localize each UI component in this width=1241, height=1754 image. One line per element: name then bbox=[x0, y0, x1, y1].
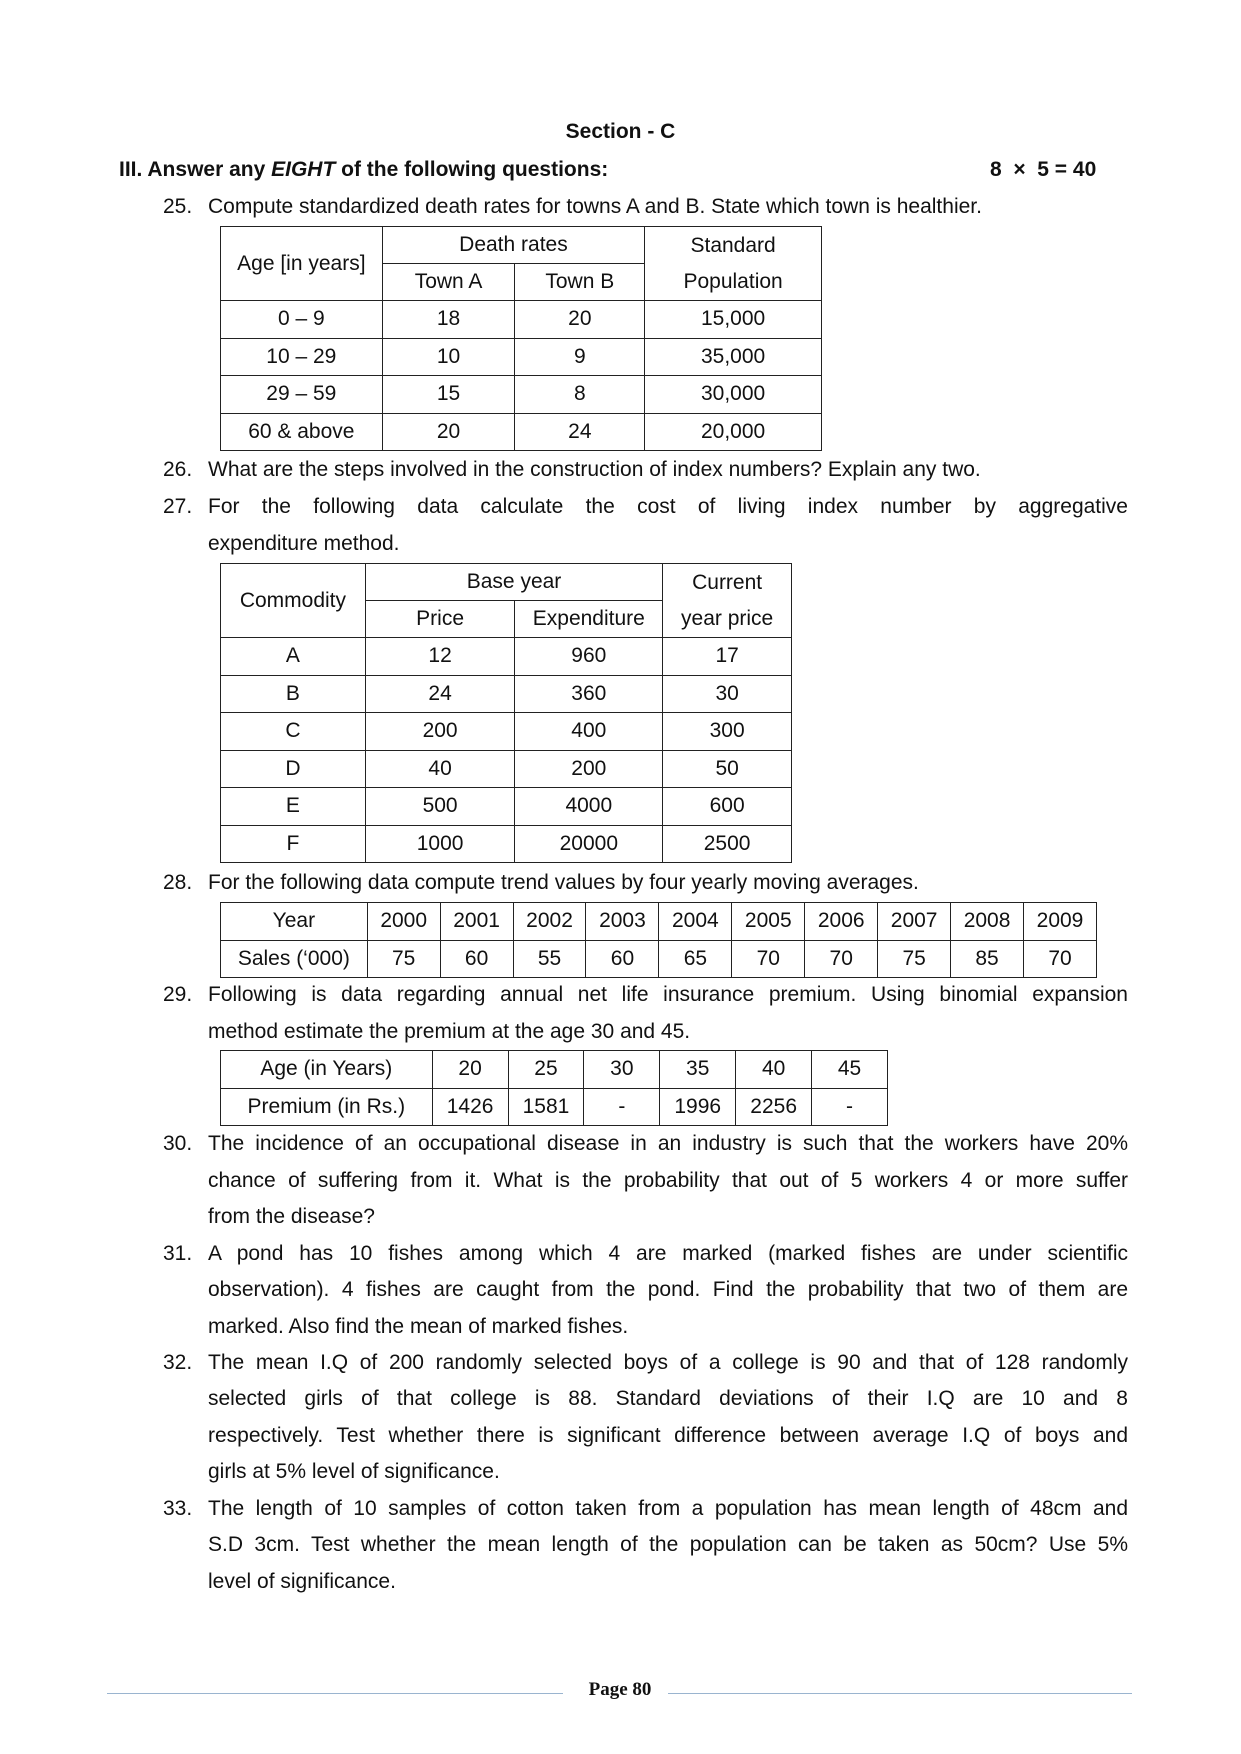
table-cell: 2004 bbox=[659, 903, 732, 941]
table-cell: 24 bbox=[515, 413, 645, 451]
table-cell: A bbox=[221, 638, 366, 676]
table-cell: 40 bbox=[736, 1051, 812, 1089]
question-text-line-1: Following is data regarding annual net life insurance premium. Using binomial expansion bbox=[208, 983, 1128, 1006]
table-cell: 2008 bbox=[951, 903, 1024, 941]
question-text-line-2: S.D 3cm. Test whether the mean length of the population can be taken as 50cm? Use 5% bbox=[208, 1533, 1128, 1556]
sales-table bbox=[220, 902, 1097, 978]
question-text-line-2: selected girls of that college is 88. Standard deviations of their I.Q are 10 and 8 bbox=[208, 1387, 1128, 1410]
table-cell: 24 bbox=[365, 675, 515, 713]
question-number: 25. bbox=[163, 195, 193, 218]
question-text-line-1: The mean I.Q of 200 randomly selected boys of a college is 90 and that of 128 randomly bbox=[208, 1351, 1128, 1374]
premium-table bbox=[220, 1050, 888, 1126]
header-commodity: Commodity bbox=[221, 564, 366, 638]
table-cell: 40 bbox=[365, 750, 515, 788]
question-number: 30. bbox=[163, 1132, 193, 1155]
question-number: 33. bbox=[163, 1497, 193, 1520]
question-number: 27. bbox=[163, 495, 193, 518]
table-cell: 1426 bbox=[432, 1088, 508, 1126]
table-cell: 2007 bbox=[878, 903, 951, 941]
death-rates-table bbox=[220, 226, 822, 451]
question-number: 32. bbox=[163, 1351, 193, 1374]
footer-rule-left bbox=[107, 1693, 563, 1694]
table-cell: 200 bbox=[365, 713, 515, 751]
question-text-line-3: marked. Also find the mean of marked fishes. bbox=[208, 1315, 629, 1338]
table-row bbox=[221, 713, 792, 751]
header-age: Age (in Years) bbox=[221, 1051, 433, 1089]
table-row bbox=[221, 376, 822, 414]
table-cell: 300 bbox=[663, 713, 792, 751]
table-cell: 360 bbox=[515, 675, 663, 713]
question-text: What are the steps involved in the construction of index numbers? Explain any two. bbox=[208, 458, 981, 481]
table-cell: B bbox=[221, 675, 366, 713]
table-cell: - bbox=[812, 1088, 888, 1126]
table-cell: 600 bbox=[663, 788, 792, 826]
table-cell: 29 – 59 bbox=[221, 376, 383, 414]
table-row bbox=[221, 1051, 888, 1089]
table-cell: 60 bbox=[586, 940, 659, 978]
table-cell: 10 – 29 bbox=[221, 338, 383, 376]
table-row bbox=[221, 788, 792, 826]
question-text-line-3: level of significance. bbox=[208, 1570, 396, 1593]
question-text-line-1: The incidence of an occupational disease in an industry is such that the workers have 20% bbox=[208, 1132, 1128, 1155]
table-cell: 65 bbox=[659, 940, 732, 978]
table-cell: 10 bbox=[382, 338, 515, 376]
question-number: 31. bbox=[163, 1242, 193, 1265]
table-cell: 70 bbox=[1024, 940, 1097, 978]
table-cell: 35,000 bbox=[645, 338, 822, 376]
question-text-line-4: girls at 5% level of significance. bbox=[208, 1460, 500, 1483]
question-text-line-2: method estimate the premium at the age 30 and 45. bbox=[208, 1020, 691, 1043]
table-cell: 1996 bbox=[660, 1088, 736, 1126]
header-base-year: Base year bbox=[365, 564, 662, 601]
question-number: 28. bbox=[163, 871, 193, 894]
table-cell: 20 bbox=[382, 413, 515, 451]
table-cell: 20 bbox=[432, 1051, 508, 1089]
table-cell: 15,000 bbox=[645, 301, 822, 339]
table-cell: 70 bbox=[732, 940, 805, 978]
question-text-line-3: respectively. Test whether there is significant difference between average I.Q of boys and bbox=[208, 1424, 1128, 1447]
table-row bbox=[221, 903, 1097, 941]
table-cell: 45 bbox=[812, 1051, 888, 1089]
table-row bbox=[221, 338, 822, 376]
table-cell: 12 bbox=[365, 638, 515, 676]
table-cell: 55 bbox=[513, 940, 586, 978]
table-row bbox=[221, 825, 792, 863]
footer-rule-right bbox=[668, 1693, 1132, 1694]
header-age: Age [in years] bbox=[221, 227, 383, 301]
table-cell: 70 bbox=[805, 940, 878, 978]
table-cell: 1000 bbox=[365, 825, 515, 863]
table-cell: F bbox=[221, 825, 366, 863]
table-cell: 960 bbox=[515, 638, 663, 676]
header-sales: Sales (‘000) bbox=[221, 940, 368, 978]
table-cell: 2005 bbox=[732, 903, 805, 941]
table-row bbox=[221, 301, 822, 339]
instruction-prefix: III. Answer any bbox=[119, 158, 272, 181]
table-cell: 75 bbox=[878, 940, 951, 978]
table-cell: 30,000 bbox=[645, 376, 822, 414]
table-cell: 15 bbox=[382, 376, 515, 414]
table-cell: 200 bbox=[515, 750, 663, 788]
header-year: Year bbox=[221, 903, 368, 941]
table-cell: 20,000 bbox=[645, 413, 822, 451]
instruction-emphasis: EIGHT bbox=[271, 158, 336, 181]
header-town-a: Town A bbox=[382, 264, 515, 301]
table-cell: 2002 bbox=[513, 903, 586, 941]
table-cell: 2006 bbox=[805, 903, 878, 941]
table-cell: 1581 bbox=[508, 1088, 584, 1126]
table-cell: E bbox=[221, 788, 366, 826]
table-row bbox=[221, 940, 1097, 978]
table-cell: 25 bbox=[508, 1051, 584, 1089]
table-cell: 2001 bbox=[440, 903, 513, 941]
table-cell: 30 bbox=[663, 675, 792, 713]
table-cell: 2009 bbox=[1024, 903, 1097, 941]
table-cell: 35 bbox=[660, 1051, 736, 1089]
header-price: Price bbox=[365, 601, 515, 638]
header-expenditure: Expenditure bbox=[515, 601, 663, 638]
table-cell: 2000 bbox=[367, 903, 440, 941]
table-cell: 60 & above bbox=[221, 413, 383, 451]
table-cell: 20000 bbox=[515, 825, 663, 863]
question-text-line-1: A pond has 10 fishes among which 4 are marked (marked fishes are under scientific bbox=[208, 1242, 1128, 1265]
question-text-line-3: from the disease? bbox=[208, 1205, 375, 1228]
cost-of-living-table bbox=[220, 563, 792, 863]
question-number: 26. bbox=[163, 458, 193, 481]
table-cell: 8 bbox=[515, 376, 645, 414]
table-cell: 4000 bbox=[515, 788, 663, 826]
instruction-suffix: of the following questions: bbox=[335, 158, 609, 181]
table-cell: C bbox=[221, 713, 366, 751]
question-text-line-1: The length of 10 samples of cotton taken from a population has mean length of 48cm and bbox=[208, 1497, 1128, 1520]
table-cell: 85 bbox=[951, 940, 1024, 978]
table-row bbox=[221, 1088, 888, 1126]
question-number: 29. bbox=[163, 983, 193, 1006]
table-row bbox=[221, 675, 792, 713]
table-cell: 17 bbox=[663, 638, 792, 676]
table-row bbox=[221, 638, 792, 676]
marks-total: 8 × 5 = 40 bbox=[990, 158, 1097, 181]
table-cell: 30 bbox=[584, 1051, 660, 1089]
question-text-line-2: chance of suffering from it. What is the probability that out of 5 workers 4 or more suffer bbox=[208, 1169, 1128, 1192]
table-cell: 60 bbox=[440, 940, 513, 978]
table-cell: 400 bbox=[515, 713, 663, 751]
table-cell: 9 bbox=[515, 338, 645, 376]
table-row bbox=[221, 750, 792, 788]
page-number: Page 80 bbox=[588, 1679, 652, 1700]
header-town-b: Town B bbox=[515, 264, 645, 301]
header-current-year-price: Current year price bbox=[663, 564, 792, 638]
table-cell: 20 bbox=[515, 301, 645, 339]
table-row bbox=[221, 413, 822, 451]
header-premium: Premium (in Rs.) bbox=[221, 1088, 433, 1126]
table-cell: 2256 bbox=[736, 1088, 812, 1126]
table-cell: 0 – 9 bbox=[221, 301, 383, 339]
question-text: For the following data compute trend values by four yearly moving averages. bbox=[208, 871, 919, 894]
table-cell: D bbox=[221, 750, 366, 788]
question-text-line-2: observation). 4 fishes are caught from the pond. Find the probability that two of them are bbox=[208, 1278, 1128, 1301]
table-cell: - bbox=[584, 1088, 660, 1126]
table-cell: 2500 bbox=[663, 825, 792, 863]
table-cell: 2003 bbox=[586, 903, 659, 941]
question-text-line-1: For the following data calculate the cost of living index number by aggregative bbox=[208, 495, 1128, 518]
instruction bbox=[119, 158, 608, 182]
table-cell: 75 bbox=[367, 940, 440, 978]
section-title: Section - C bbox=[565, 120, 676, 143]
table-cell: 50 bbox=[663, 750, 792, 788]
question-text: Compute standardized death rates for towns A and B. State which town is healthier. bbox=[208, 195, 982, 218]
table-cell: 18 bbox=[382, 301, 515, 339]
header-death-rates: Death rates bbox=[382, 227, 645, 264]
question-text-line-2: expenditure method. bbox=[208, 532, 400, 555]
header-standard-population: Standard Population bbox=[645, 227, 822, 301]
table-cell: 500 bbox=[365, 788, 515, 826]
